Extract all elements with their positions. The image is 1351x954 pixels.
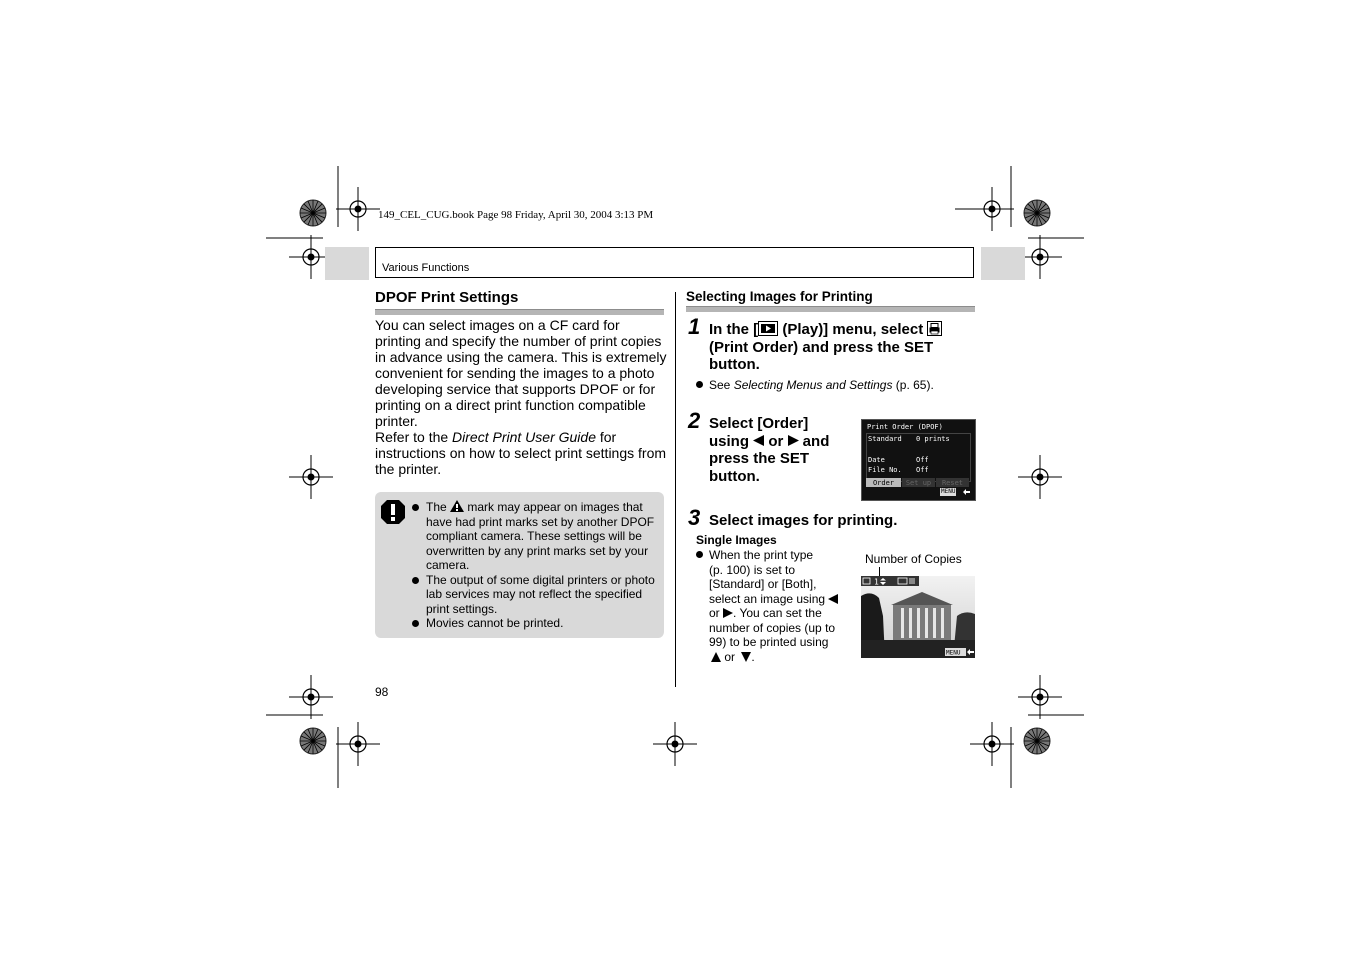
screen-tab-reset: Reset bbox=[936, 478, 969, 487]
screen-row-value: 0 prints bbox=[916, 435, 950, 443]
screen-row-label: Standard bbox=[868, 435, 902, 443]
print-header: 149_CEL_CUG.book Page 98 Friday, April 30, 2004 3:13 PM bbox=[378, 209, 654, 221]
left-title-rule bbox=[375, 309, 664, 315]
step2-text: Select [Order] using or and press the SET button. bbox=[709, 415, 830, 485]
right-arrow-icon bbox=[723, 608, 733, 618]
right-arrow-icon bbox=[788, 435, 799, 446]
copies-caption: Number of Copies bbox=[865, 552, 962, 566]
caution-list bbox=[412, 500, 656, 631]
intro-paragraph: You can select images on a CF card for printing and specify the number of print copies in advance using the camera. This is extremely convenient for sending the images to a photo developing service that supports DPOF or for printing on a direct print function compatible printer. bbox=[375, 317, 667, 429]
right-title-rule bbox=[686, 306, 975, 312]
up-arrow-icon bbox=[711, 652, 721, 662]
print-order-icon bbox=[927, 321, 942, 336]
page-number: 98 bbox=[375, 685, 389, 699]
step1-text: In the [ (Play)] menu, select (Print Order) and press the SET button. bbox=[709, 321, 979, 374]
left-arrow-icon bbox=[753, 435, 764, 446]
left-title: DPOF Print Settings bbox=[375, 289, 519, 306]
step2-number: 2 bbox=[688, 408, 701, 433]
play-icon bbox=[758, 321, 778, 336]
tab-block-right bbox=[981, 247, 1025, 280]
tab-block-left bbox=[325, 247, 369, 280]
warning-triangle-icon bbox=[450, 500, 464, 512]
caution-icon bbox=[380, 499, 406, 525]
caution-item: Movies cannot be printed. bbox=[412, 616, 656, 631]
step3-bullet: When the print type (p. 100) is set to [Standard] or [Both], select an image using or . You can set the number of copies (up to 99) to be printed using or . bbox=[696, 548, 851, 664]
caution-box bbox=[375, 492, 664, 638]
caution-item: The mark may appear on images that have had print marks set by another DPOF compliant camera. These settings will be overwritten by any print marks set by your camera. bbox=[412, 500, 656, 573]
step3-text: Select images for printing. bbox=[709, 512, 898, 529]
screen-menu-badge: MENU bbox=[941, 488, 956, 495]
section-header: Various Functions bbox=[382, 262, 470, 274]
copies-count: 1 bbox=[874, 577, 879, 587]
intro-text bbox=[375, 317, 667, 477]
screen-row-value: Off bbox=[916, 466, 929, 474]
step3-number: 3 bbox=[688, 505, 701, 530]
screen-row-label: Date bbox=[868, 456, 885, 464]
step1-number: 1 bbox=[688, 314, 701, 339]
screen-tab-order: Order bbox=[866, 478, 901, 487]
screen-tab-setup: Set up bbox=[902, 478, 935, 487]
return-arrow-icon bbox=[962, 488, 971, 496]
photo-screen bbox=[861, 576, 975, 658]
single-images-heading: Single Images bbox=[696, 533, 777, 547]
right-title: Selecting Images for Printing bbox=[686, 289, 873, 304]
screen-row-value: Off bbox=[916, 456, 929, 464]
screen-title: Print Order (DPOF) bbox=[867, 423, 943, 431]
print-order-screen bbox=[861, 419, 976, 501]
column-divider bbox=[675, 292, 676, 687]
down-arrow-icon bbox=[741, 652, 751, 662]
left-arrow-icon bbox=[828, 594, 838, 604]
screen-row-label: File No. bbox=[868, 466, 902, 474]
step1-note: See Selecting Menus and Settings (p. 65). bbox=[696, 378, 934, 393]
caution-item: The output of some digital printers or photo lab services may not reflect the specified print settings. bbox=[412, 573, 656, 617]
photo-menu-badge: MENU bbox=[946, 649, 961, 657]
refer-paragraph: Refer to the Direct Print User Guide for instructions on how to select print settings from the printer. bbox=[375, 429, 667, 477]
section-header-box bbox=[375, 247, 974, 278]
